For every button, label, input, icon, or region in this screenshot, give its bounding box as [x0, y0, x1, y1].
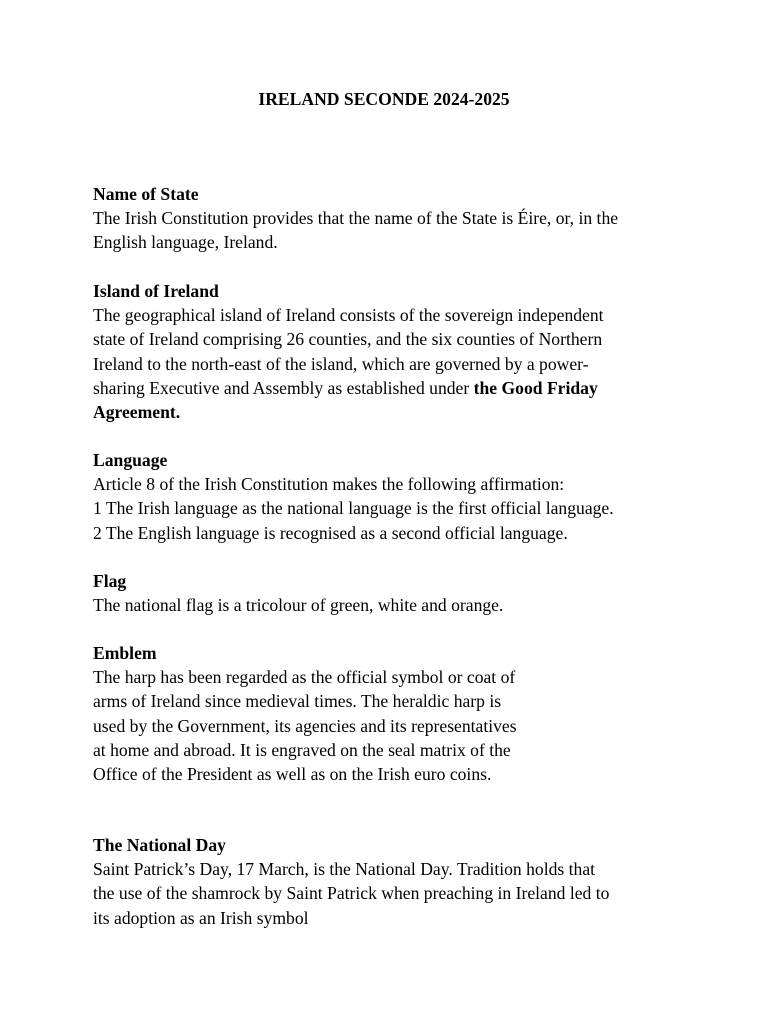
section-text-line: the use of the shamrock by Saint Patrick when preaching in Ireland led to: [93, 883, 610, 904]
section-heading: Flag: [93, 571, 127, 591]
section-name-of-state: [93, 182, 618, 255]
section-text-line: at home and abroad. It is engraved on the seal matrix of the: [93, 739, 511, 760]
section-text-line: Saint Patrick’s Day, 17 March, is the National Day. Tradition holds that: [93, 859, 596, 880]
document-title: IRELAND SECONDE 2024-2025: [258, 89, 510, 109]
section-heading: The National Day: [93, 835, 226, 855]
section-text-line: Ireland to the north-east of the island, which are governed by a power-: [93, 353, 589, 374]
section-emblem: [93, 641, 517, 786]
section-heading: Name of State: [93, 184, 199, 204]
section-national-day: [93, 833, 609, 930]
section-text-line: state of Ireland comprising 26 counties, and the six counties of Northern: [93, 329, 603, 350]
section-text-line: used by the Government, its agencies and its representatives: [93, 715, 517, 736]
section-text-line: Article 8 of the Irish Constitution makes the following affirmation:: [93, 474, 565, 495]
section-text-line: Office of the President as well as on the Irish euro coins.: [93, 763, 492, 784]
section-text-line: The national flag is a tricolour of green, white and orange.: [93, 595, 504, 616]
section-heading: Language: [93, 450, 168, 470]
section-text-line: English language, Ireland.: [93, 232, 278, 253]
section-text-line: 2 The English language is recognised as a second official language.: [93, 522, 568, 543]
section-island-of-ireland: [93, 279, 604, 424]
section-heading: Island of Ireland: [93, 281, 219, 301]
section-text-line: The geographical island of Ireland consists of the sovereign independent: [93, 305, 604, 326]
section-text-line: The Irish Constitution provides that the name of the State is Éire, or, in the: [93, 208, 619, 229]
section-language: [93, 448, 614, 545]
section-text-line: [93, 376, 604, 400]
section-text-line: arms of Ireland since medieval times. The heraldic harp is: [93, 691, 502, 712]
section-text-line: 1 The Irish language as the national language is the first official language.: [93, 498, 614, 519]
text-run: sharing Executive and Assembly as established under: [93, 377, 474, 398]
section-text-line: its adoption as an Irish symbol: [93, 907, 309, 928]
section-text-line: The harp has been regarded as the official symbol or coat of: [93, 667, 516, 688]
section-heading: Emblem: [93, 643, 157, 663]
agreement-name-bold: the Good Friday: [473, 377, 598, 398]
section-flag: [93, 569, 503, 617]
agreement-name-bold: Agreement.: [93, 401, 181, 422]
